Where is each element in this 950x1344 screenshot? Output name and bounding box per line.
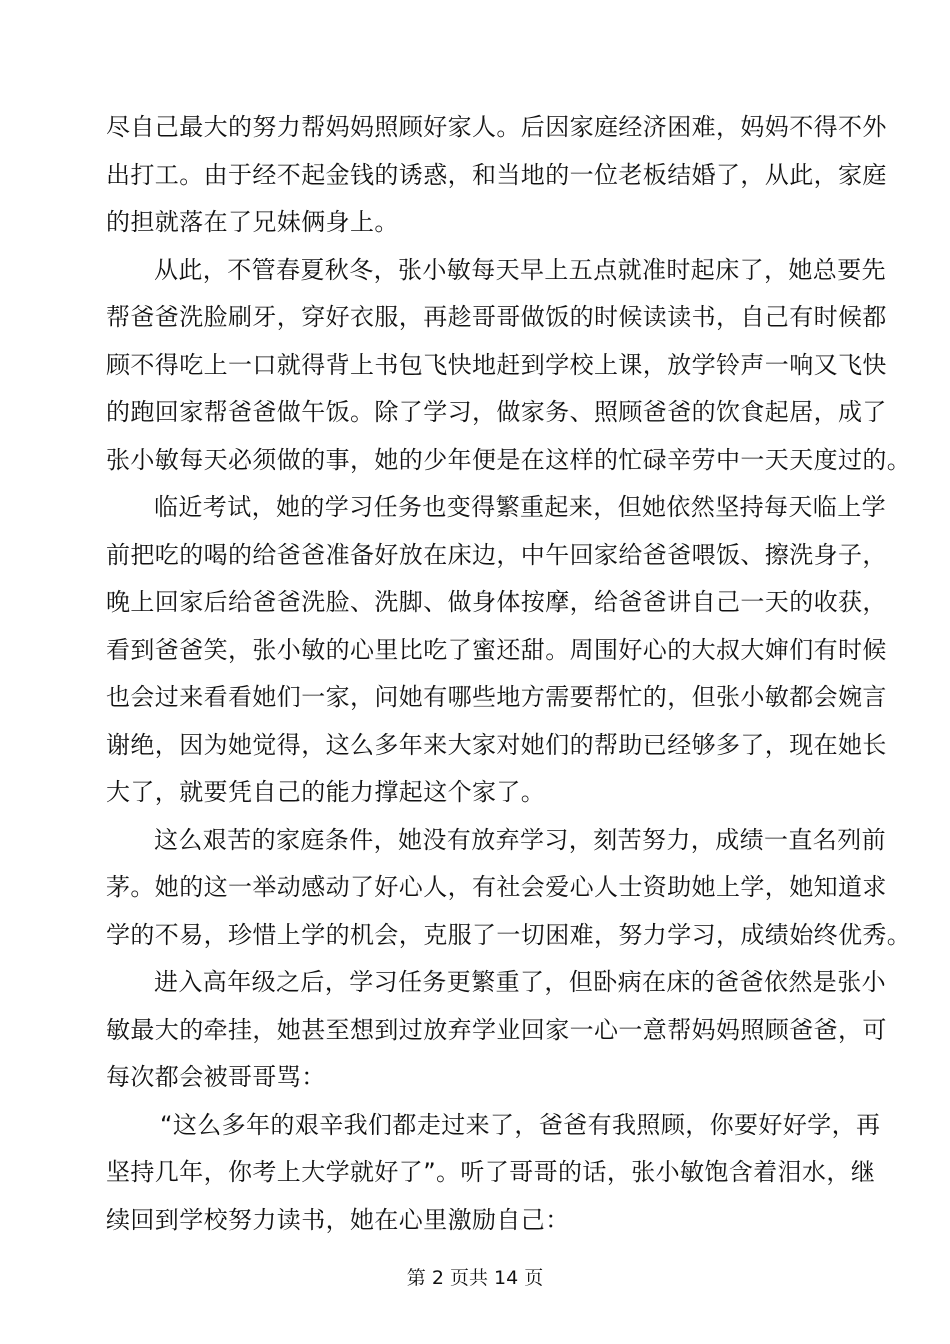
text-line: 也会过来看看她们一家，问她有哪些地方需要帮忙的，但张小敏都会婉言 <box>106 683 887 711</box>
text-line: 坚持几年，你考上大学就好了”。听了哥哥的话，张小敏饱含着泪水，继 <box>106 1158 876 1186</box>
text-line: 的担就落在了兄妹俩身上。 <box>106 208 399 236</box>
paragraph-first-line: 从此，不管春夏秋冬，张小敏每天早上五点就准时起床了，她总要先 <box>154 255 886 284</box>
paragraph-first-line: 这么艰苦的家庭条件，她没有放弃学习，刻苦努力，成绩一直名列前 <box>154 825 886 854</box>
text-line: 前把吃的喝的给爸爸准备好放在床边，中午回家给爸爸喂饭、擦洗身子， <box>106 540 887 569</box>
text-line: 张小敏每天必须做的事，她的少年便是在这样的忙碌辛劳中一天天度过的。 <box>106 445 912 474</box>
text-line: 续回到学校努力读书，她在心里激励自己： <box>106 1205 570 1234</box>
text-line: 晚上回家后给爸爸洗脸、洗脚、做身体按摩，给爸爸讲自己一天的收获， <box>106 588 887 616</box>
text-line: 每次都会被哥哥骂： <box>106 1063 326 1091</box>
text-line: 学的不易，珍惜上学的机会，克服了一切困难，努力学习，成绩始终优秀。 <box>106 920 912 949</box>
paragraph-first-line: “这么多年的艰辛我们都走过来了，爸爸有我照顾，你要好好学，再 <box>160 1110 881 1139</box>
text-line: 出打工。由于经不起金钱的诱惑，和当地的一位老板结婚了，从此，家庭 <box>106 160 887 189</box>
document-body <box>106 104 912 1244</box>
text-line: 顾不得吃上一口就得背上书包飞快地赶到学校上课，放学铃声一响又飞快 <box>106 350 887 379</box>
text-line: 谢绝，因为她觉得，这么多年来大家对她们的帮助已经够多了，现在她长 <box>106 730 887 759</box>
text-line: 的跑回家帮爸爸做午饭。除了学习，做家务、照顾爸爸的饮食起居，成了 <box>106 398 887 426</box>
text-line: 大了，就要凭自己的能力撑起这个家了。 <box>106 778 546 806</box>
text-line: 尽自己最大的努力帮妈妈照顾好家人。后因家庭经济困难，妈妈不得不外 <box>106 113 887 141</box>
paragraph-first-line: 临近考试，她的学习任务也变得繁重起来，但她依然坚持每天临上学 <box>154 493 886 521</box>
paragraph-first-line: 进入高年级之后，学习任务更繁重了，但卧病在床的爸爸依然是张小 <box>154 968 886 996</box>
text-line: 看到爸爸笑，张小敏的心里比吃了蜜还甜。周围好心的大叔大婶们有时候 <box>106 635 887 664</box>
text-line: 敏最大的牵挂，她甚至想到过放弃学业回家一心一意帮妈妈照顾爸爸，可 <box>106 1015 887 1044</box>
text-line: 帮爸爸洗脸刷牙，穿好衣服，再趁哥哥做饭的时候读读书，自己有时候都 <box>106 303 887 331</box>
page-number-footer: 第 2 页共 14 页 <box>406 1267 544 1289</box>
text-line: 茅。她的这一举动感动了好心人，有社会爱心人士资助她上学，她知道求 <box>106 873 887 901</box>
